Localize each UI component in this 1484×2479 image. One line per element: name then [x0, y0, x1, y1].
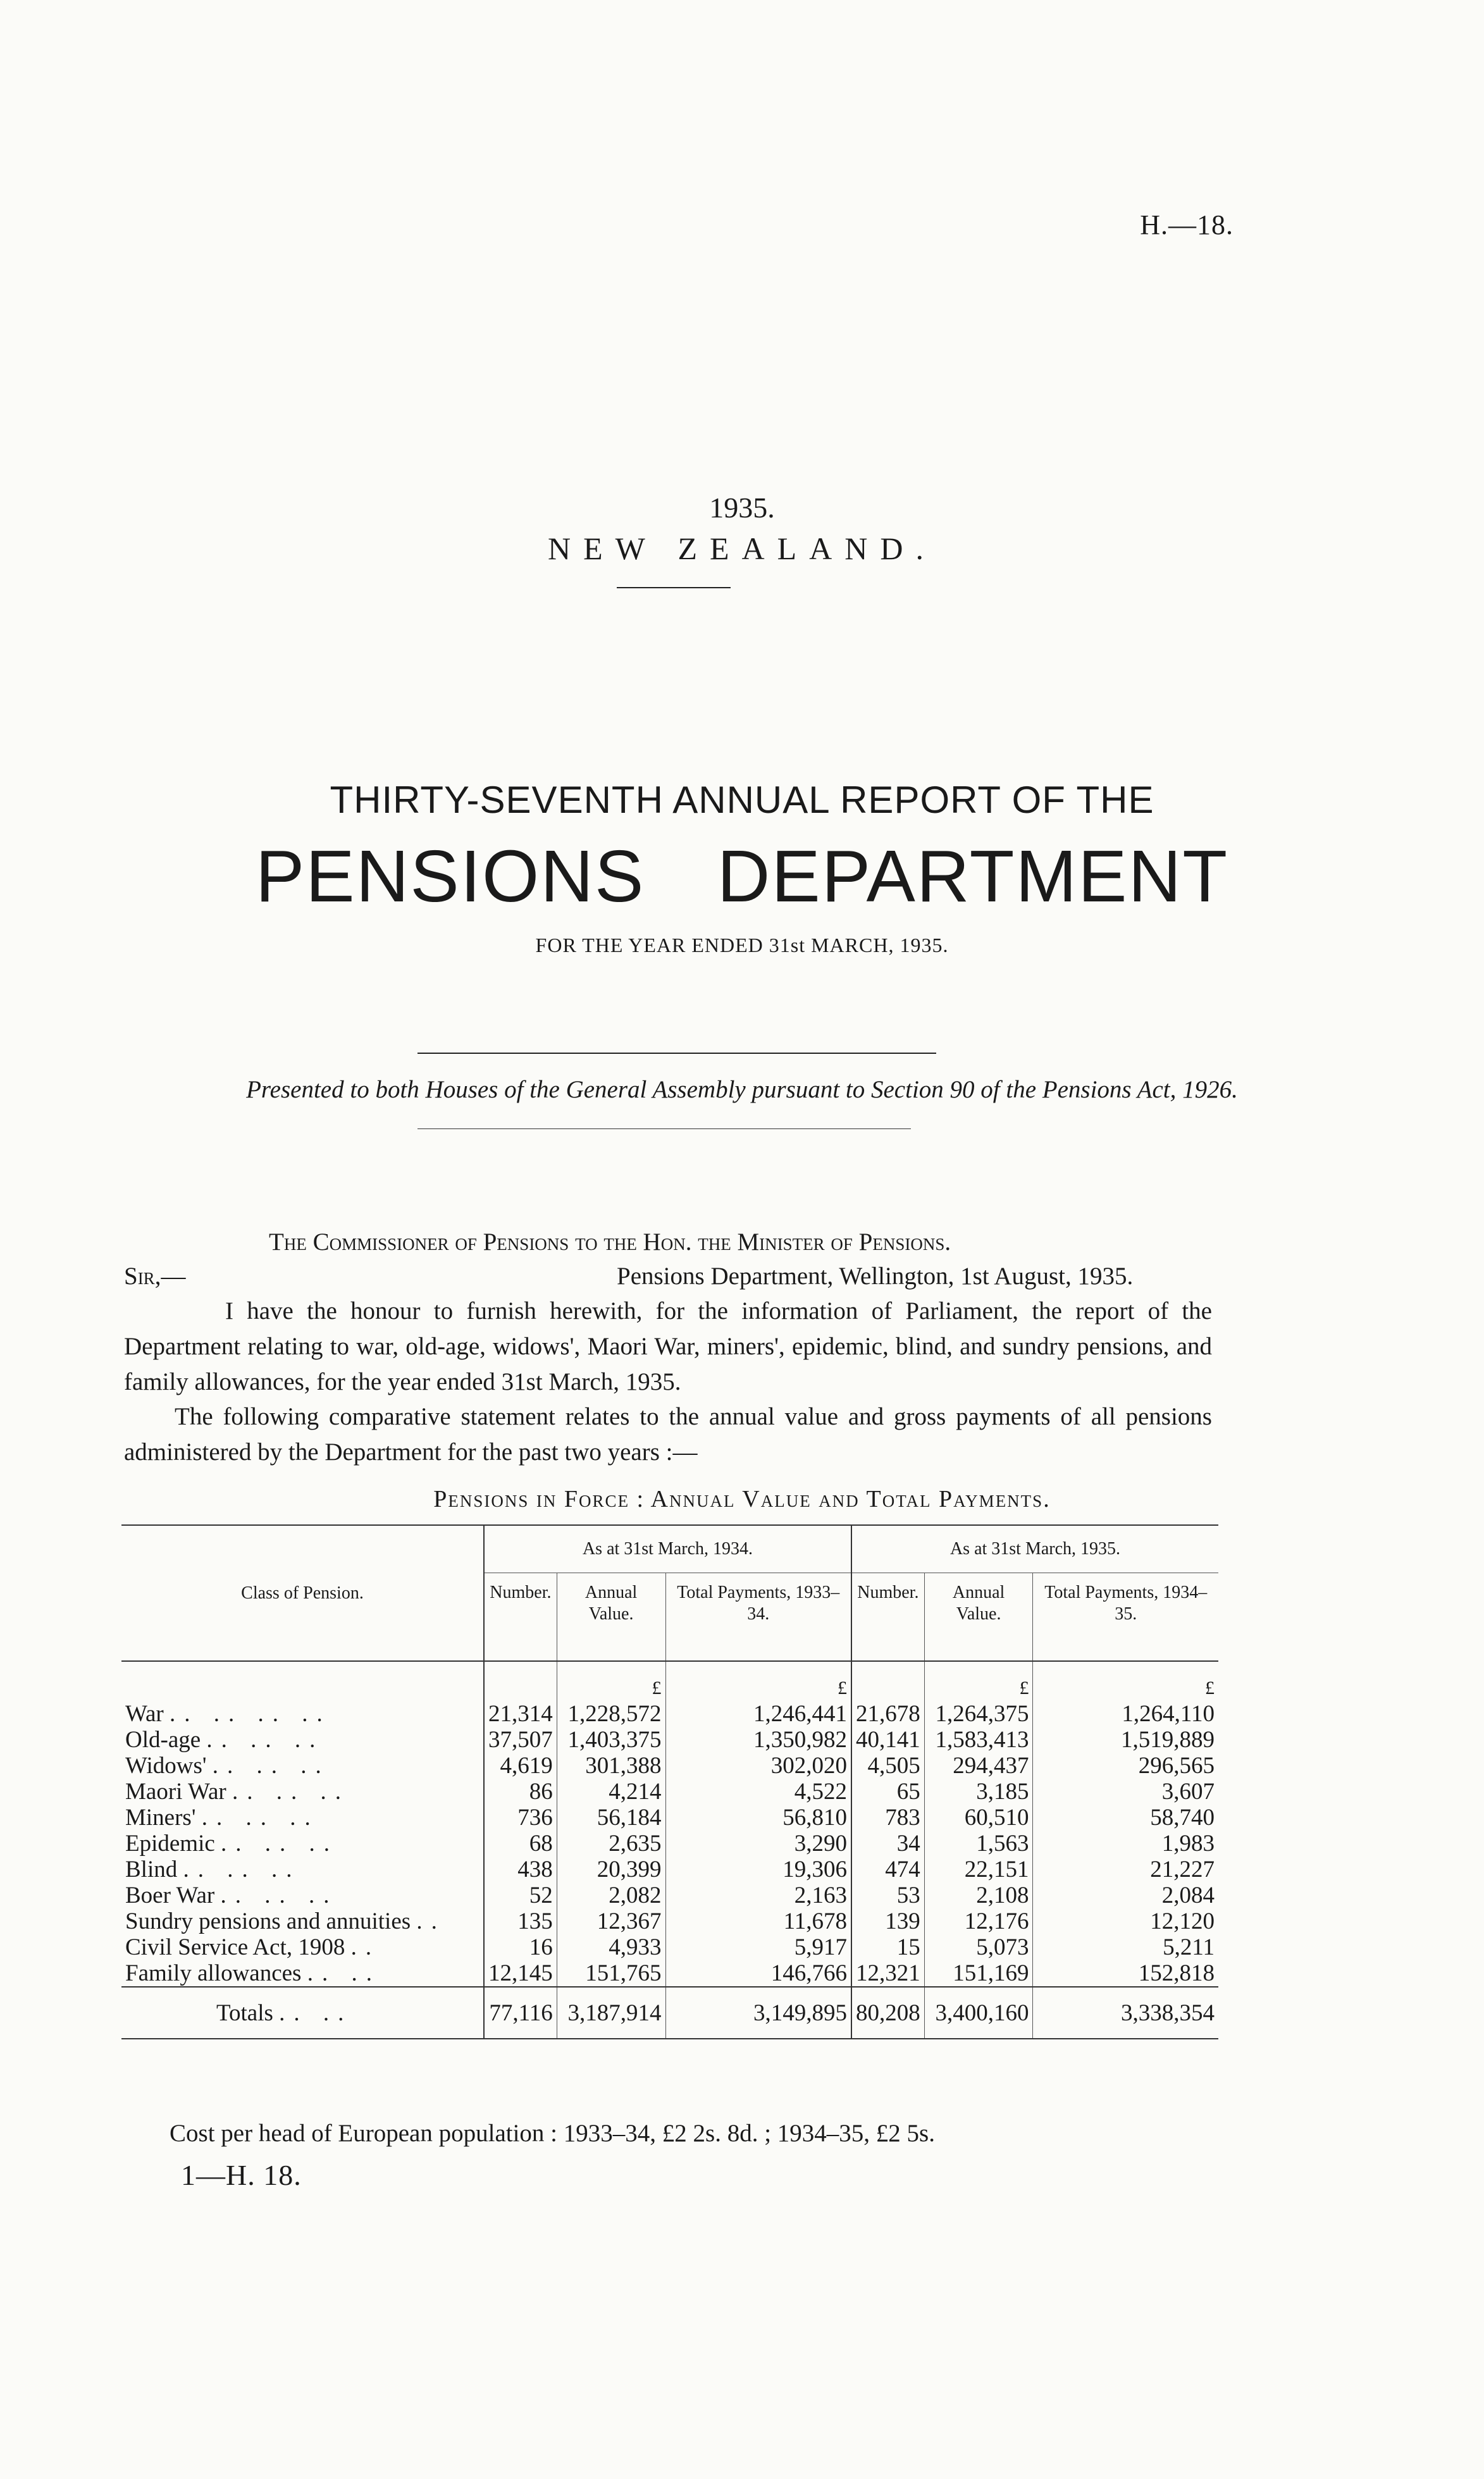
cell-annual-value-1934: 301,388 [557, 1753, 665, 1779]
pension-class-label: War .. .. .. .. [125, 1701, 331, 1727]
number-header: Number. [851, 1573, 924, 1662]
pension-class-label: Old-age .. .. .. [125, 1727, 325, 1753]
cell-number-1934: 135 [484, 1908, 557, 1934]
cell-number-1935: 65 [851, 1779, 924, 1805]
cell-total-payments-1934: 3,290 [665, 1831, 851, 1857]
cell-total-payments-1934: 19,306 [665, 1857, 851, 1882]
cell-annual-value-1934: 1,403,375 [557, 1727, 665, 1753]
pension-class-label: Family allowances .. .. [125, 1960, 381, 1986]
cell-number-1934: 86 [484, 1779, 557, 1805]
cell-annual-value-1935: 22,151 [924, 1857, 1033, 1882]
cell-annual-value-1934: 20,399 [557, 1857, 665, 1882]
cell-number-1934: 4,619 [484, 1753, 557, 1779]
totals-label: Totals .. .. [121, 1987, 484, 2039]
letter-addressee: The Commissioner of Pensions to the Hon. the Minister of Pensions. [269, 1228, 951, 1256]
cell-number-1935: 80,208 [851, 1987, 924, 2039]
currency-unit: £ [1033, 1673, 1218, 1701]
cell-annual-value-1934: 2,635 [557, 1831, 665, 1857]
sheet-reference: 1—H. 18. [181, 2159, 302, 2191]
cell-number-1935: 139 [851, 1908, 924, 1934]
pension-class-label: Boer War .. .. .. [125, 1882, 338, 1908]
pension-class-label: Civil Service Act, 1908 .. [125, 1934, 381, 1960]
cell-number-1935: 40,141 [851, 1727, 924, 1753]
cell-annual-value-1935: 60,510 [924, 1805, 1033, 1831]
cell-number-1934: 21,314 [484, 1701, 557, 1727]
cell-total-payments-1934: 56,810 [665, 1805, 851, 1831]
table-row [121, 1701, 1218, 1727]
table-row [121, 1960, 1218, 1987]
total-payments-header: Total Payments, 1933–34. [665, 1573, 851, 1662]
cell-total-payments-1935: 1,264,110 [1033, 1701, 1218, 1727]
table-row [121, 1805, 1218, 1831]
report-year: 1935. [709, 491, 775, 524]
presented-statement: Presented to both Houses of the General Assembly pursuant to Section 90 of the Pensions Act, 1926. [246, 1076, 1238, 1103]
table-title: Pensions in Force : Annual Value and Total Payments. [433, 1486, 1051, 1512]
totals-row [121, 1987, 1218, 2039]
cell-total-payments-1934: 4,522 [665, 1779, 851, 1805]
cell-number-1934: 16 [484, 1934, 557, 1960]
class-header: Class of Pension. [241, 1583, 364, 1603]
cell-total-payments-1934: 302,020 [665, 1753, 851, 1779]
table-row [121, 1857, 1218, 1882]
cell-annual-value-1935: 2,108 [924, 1882, 1033, 1908]
letter-paragraph: I have the honour to furnish herewith, for the information of Parliament, the report of the Department relating to war, old-age, widows', Maori War, miners', epidemic, blind, and sundry pensions, and family allowances, for the year ended 31st March, 1935. [124, 1297, 1212, 1395]
cell-number-1934: 52 [484, 1882, 557, 1908]
cell-total-payments-1934: 1,246,441 [665, 1701, 851, 1727]
cell-total-payments-1935: 296,565 [1033, 1753, 1218, 1779]
cell-total-payments-1934: 3,149,895 [665, 1987, 851, 2039]
cell-annual-value-1934: 4,933 [557, 1934, 665, 1960]
cell-total-payments-1935: 1,983 [1033, 1831, 1218, 1857]
annual-value-header: Annual Value. [557, 1573, 665, 1662]
cell-total-payments-1935: 21,227 [1033, 1857, 1218, 1882]
cell-number-1935: 12,321 [851, 1960, 924, 1987]
divider-rule [417, 1128, 911, 1129]
letter-salutation: Sir,— [124, 1263, 186, 1290]
cell-total-payments-1934: 5,917 [665, 1934, 851, 1960]
cell-total-payments-1935: 2,084 [1033, 1882, 1218, 1908]
cell-annual-value-1935: 3,400,160 [924, 1987, 1033, 2039]
cell-annual-value-1934: 4,214 [557, 1779, 665, 1805]
table-row [121, 1882, 1218, 1908]
page-reference: H.—18. [1140, 209, 1234, 240]
cell-annual-value-1934: 12,367 [557, 1908, 665, 1934]
table-row [121, 1779, 1218, 1805]
cell-annual-value-1935: 1,563 [924, 1831, 1033, 1857]
table-row [121, 1727, 1218, 1753]
table-row [121, 1753, 1218, 1779]
cell-number-1934: 736 [484, 1805, 557, 1831]
group-header-1934: As at 31st March, 1934. [484, 1525, 851, 1573]
cell-number-1934: 37,507 [484, 1727, 557, 1753]
cell-annual-value-1935: 1,583,413 [924, 1727, 1033, 1753]
cell-total-payments-1934: 1,350,982 [665, 1727, 851, 1753]
divider-rule [417, 1053, 936, 1054]
cell-annual-value-1935: 12,176 [924, 1908, 1033, 1934]
number-header: Number. [484, 1573, 557, 1662]
pension-class-label: Miners' .. .. .. [125, 1805, 319, 1831]
letter-paragraph: The following comparative statement relates to the annual value and gross payments of all pensions administered by the Department for the past two years :— [124, 1403, 1212, 1466]
pension-class-label: Maori War .. .. .. [125, 1779, 350, 1805]
cell-number-1934: 68 [484, 1831, 557, 1857]
cell-number-1934: 12,145 [484, 1960, 557, 1987]
cell-total-payments-1935: 58,740 [1033, 1805, 1218, 1831]
pension-class-label: Epidemic .. .. .. [125, 1831, 339, 1857]
currency-unit: £ [924, 1673, 1033, 1701]
cell-total-payments-1935: 1,519,889 [1033, 1727, 1218, 1753]
department-name: PENSIONS DEPARTMENT [255, 835, 1229, 917]
cell-number-1934: 438 [484, 1857, 557, 1882]
cell-total-payments-1934: 146,766 [665, 1960, 851, 1987]
cell-total-payments-1934: 2,163 [665, 1882, 851, 1908]
cell-annual-value-1935: 1,264,375 [924, 1701, 1033, 1727]
divider-rule [617, 587, 731, 588]
cell-number-1935: 34 [851, 1831, 924, 1857]
cell-total-payments-1935: 5,211 [1033, 1934, 1218, 1960]
total-payments-header: Total Payments, 1934–35. [1033, 1573, 1218, 1662]
cell-total-payments-1935: 3,338,354 [1033, 1987, 1218, 2039]
letter-address: Pensions Department, Wellington, 1st August, 1935. [617, 1263, 1134, 1290]
cell-number-1934: 77,116 [484, 1987, 557, 2039]
pensions-table [121, 1524, 1218, 2039]
group-header-1935: As at 31st March, 1935. [851, 1525, 1218, 1573]
pension-class-label: Blind .. .. .. [125, 1857, 301, 1882]
cell-annual-value-1934: 3,187,914 [557, 1987, 665, 2039]
cell-annual-value-1935: 294,437 [924, 1753, 1033, 1779]
cell-annual-value-1934: 1,228,572 [557, 1701, 665, 1727]
currency-unit: £ [665, 1673, 851, 1701]
cell-number-1935: 15 [851, 1934, 924, 1960]
cost-footnote: Cost per head of European population : 1933–34, £2 2s. 8d. ; 1934–35, £2 5s. [170, 2120, 935, 2147]
cell-annual-value-1935: 3,185 [924, 1779, 1033, 1805]
cell-annual-value-1935: 151,169 [924, 1960, 1033, 1987]
table-row [121, 1831, 1218, 1857]
cell-number-1935: 53 [851, 1882, 924, 1908]
cell-number-1935: 783 [851, 1805, 924, 1831]
table-body [121, 1701, 1218, 1987]
table-row [121, 1908, 1218, 1934]
cell-total-payments-1935: 152,818 [1033, 1960, 1218, 1987]
pension-class-label: Sundry pensions and annuities .. [125, 1908, 446, 1934]
cell-annual-value-1934: 151,765 [557, 1960, 665, 1987]
table-row [121, 1934, 1218, 1960]
cell-number-1935: 4,505 [851, 1753, 924, 1779]
cell-number-1935: 474 [851, 1857, 924, 1882]
report-title: THIRTY-SEVENTH ANNUAL REPORT OF THE [330, 779, 1154, 821]
pension-class-label: Widows' .. .. .. [125, 1753, 330, 1779]
annual-value-header: Annual Value. [924, 1573, 1033, 1662]
cell-annual-value-1934: 56,184 [557, 1805, 665, 1831]
cell-total-payments-1935: 3,607 [1033, 1779, 1218, 1805]
cell-total-payments-1935: 12,120 [1033, 1908, 1218, 1934]
cell-total-payments-1934: 11,678 [665, 1908, 851, 1934]
cell-annual-value-1934: 2,082 [557, 1882, 665, 1908]
country-heading: NEW ZEALAND. [548, 531, 936, 566]
cell-annual-value-1935: 5,073 [924, 1934, 1033, 1960]
year-ended-subtitle: FOR THE YEAR ENDED 31st MARCH, 1935. [535, 934, 949, 956]
currency-unit: £ [557, 1673, 665, 1701]
cell-number-1935: 21,678 [851, 1701, 924, 1727]
